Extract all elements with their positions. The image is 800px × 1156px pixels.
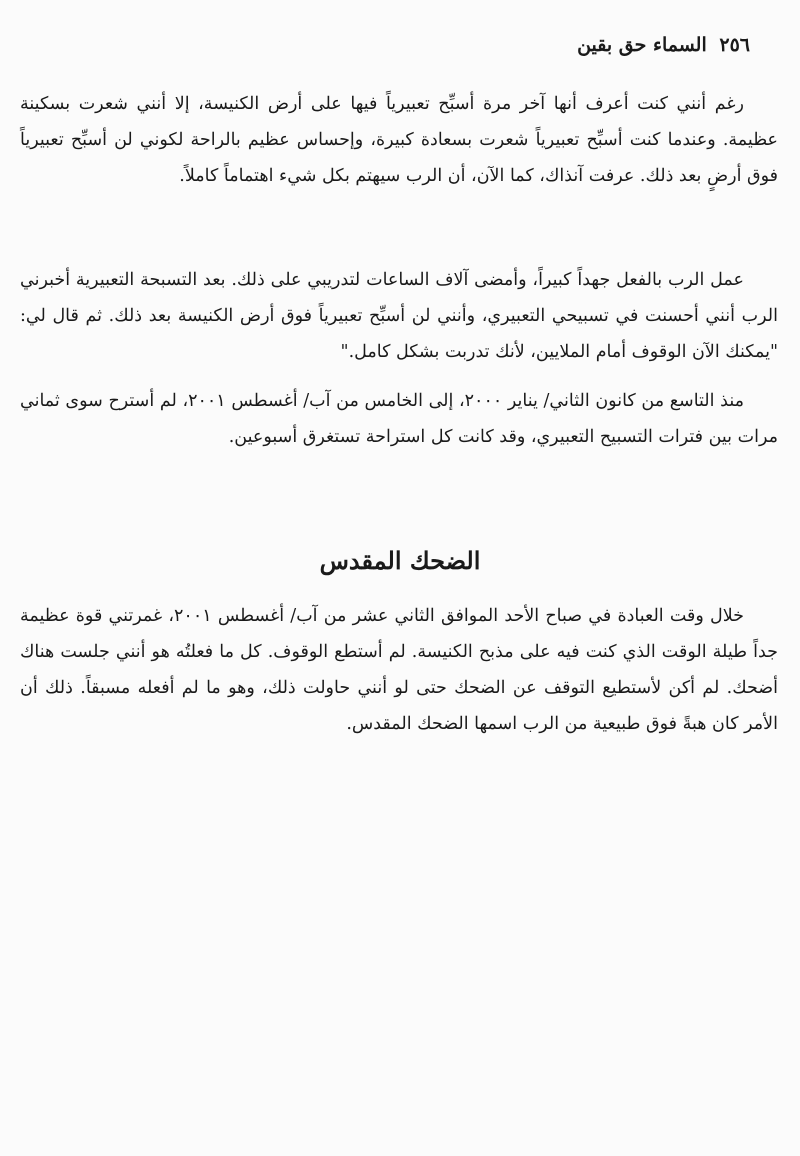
section-paragraph-text: خلال وقت العبادة في صباح الأحد الموافق الثاني عشر من آب/ أغسطس ٢٠٠١، غمرتني قوة عظيمة جداً طيلة الوقت الذي كنت فيه على مذبح الكنيسة. لم أستطع الوقوف. كل ما فعلتُه هو أنني جلست هناك أضحك. لم أكن لأستطيع التوقف عن الضحك حتى لو أنني حاولت ذلك، وهو ما لم أفعله مسبقاً. ذلك أن الأمر كان هبةً فوق طبيعية من الرب اسمها الضحك المقدس. [20, 606, 778, 734]
paragraph-3-text: منذ التاسع من كانون الثاني/ يناير ٢٠٠٠، إلى الخامس من آب/ أغسطس ٢٠٠١، لم أسترح سوى ثماني مرات بين فترات التسبيح التعبيري، وقد كانت كل استراحة تستغرق أسبوعين. [20, 391, 778, 447]
paragraph-3 [20, 383, 778, 455]
paragraph-2-text: عمل الرب بالفعل جهداً كبيراً، وأمضى آلاف الساعات لتدريبي على ذلك. بعد التسبحة التعبيرية أخبرني الرب أنني أحسنت في تسبيحي التعبيري، وأنني لن أسبِّح تعبيرياً فوق أرض الكنيسة بعد ذلك. ثم قال لي: "يمكنك الآن الوقوف أمام الملايين، لأنك تدربت بشكل كامل." [20, 270, 778, 362]
book-title: السماء حق بقين [577, 34, 707, 56]
paragraph-1 [20, 86, 778, 194]
section-heading: الضحك المقدس [319, 546, 481, 575]
paragraph-1-text: رغم أنني كنت أعرف أنها آخر مرة أسبِّح تعبيرياً فيها على أرض الكنيسة، إلا أنني شعرت بسكينة عظيمة. وعندما كنت أسبِّح تعبيرياً شعرت بسعادة كبيرة، وإحساس عظيم بالراحة لكوني لن أسبِّح تعبيرياً فوق أرضٍ بعد ذلك. عرفت آنذاك، كما الآن، أن الرب سيهتم بكل شيء اهتماماً كاملاً. [20, 94, 778, 186]
paragraph-2 [20, 262, 778, 370]
page-number: ٢٥٦ [719, 34, 750, 56]
running-header [577, 34, 750, 56]
section-paragraph [20, 598, 778, 742]
